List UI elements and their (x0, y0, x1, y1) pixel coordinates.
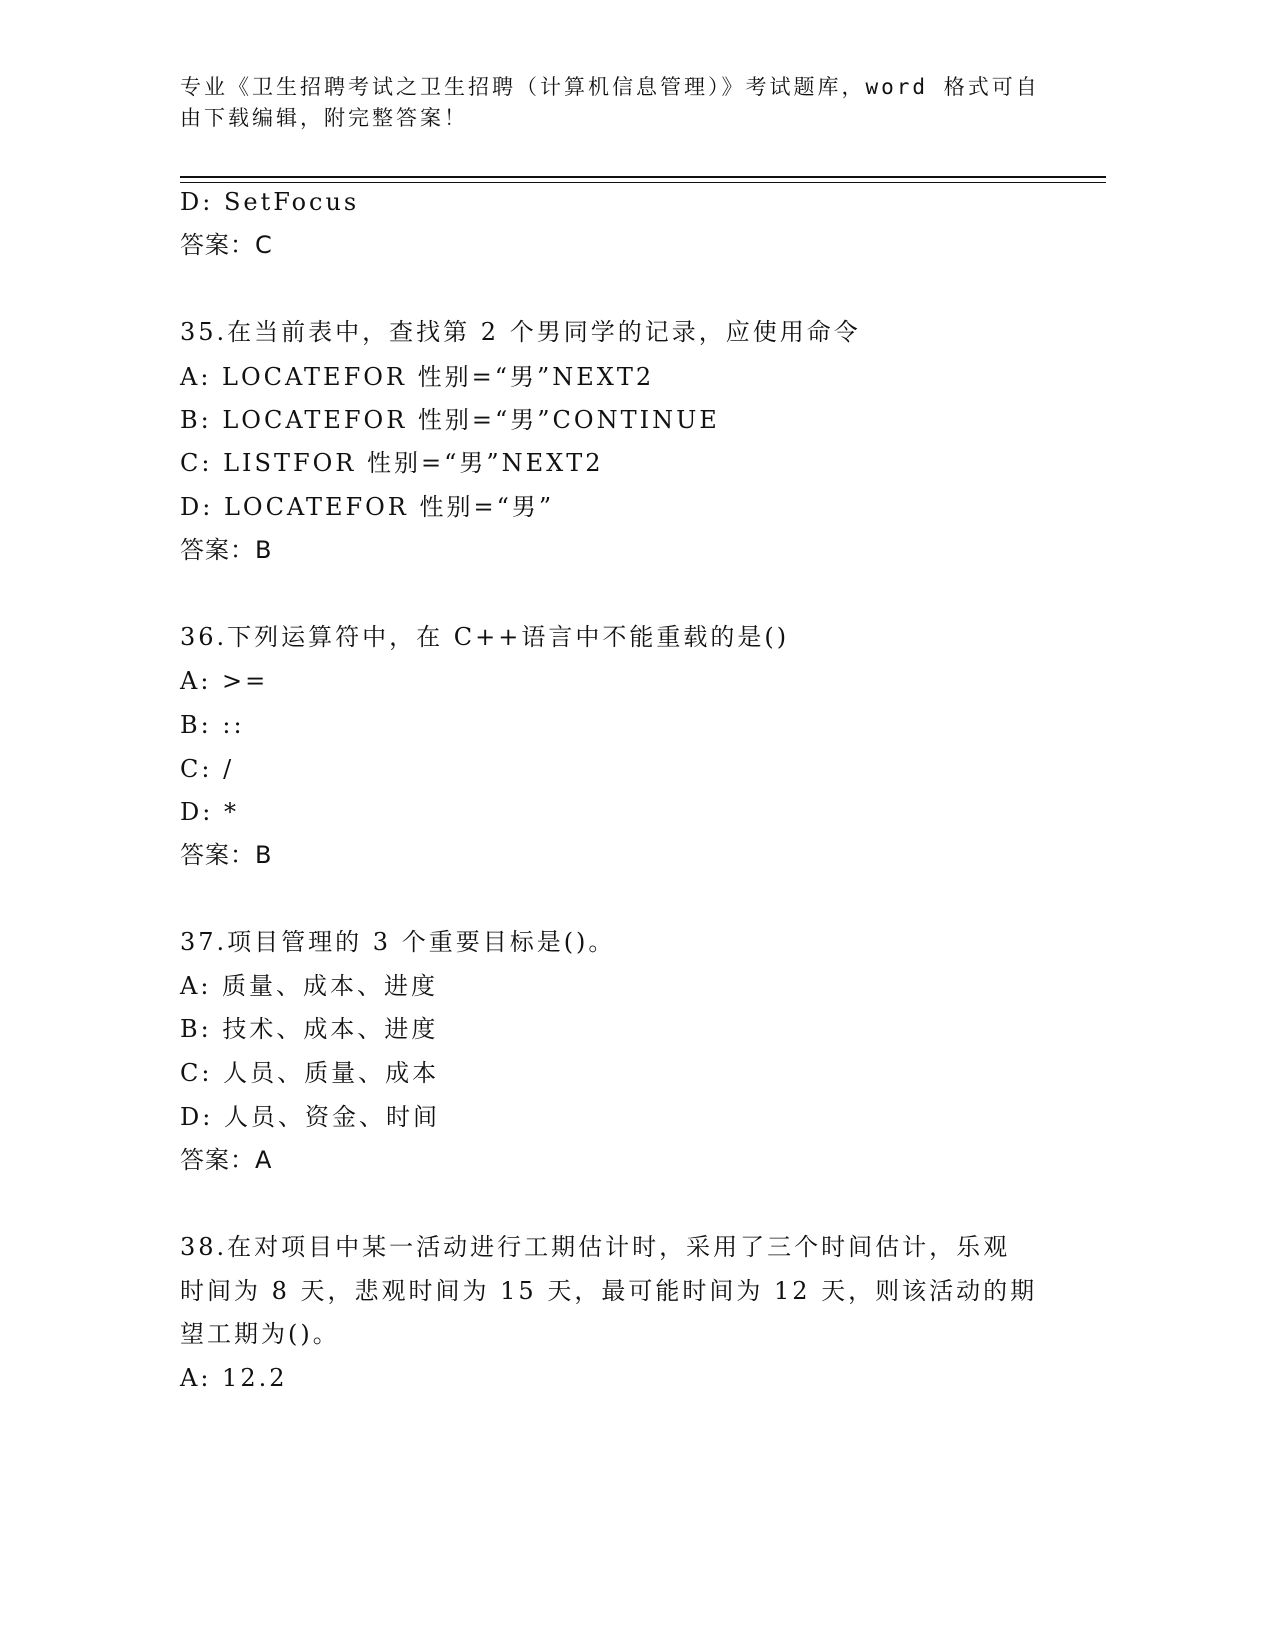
q35-stem: 35.在当前表中，查找第 2 个男同学的记录，应使用命令 (180, 318, 861, 346)
q35-option-b: B: LOCATEFOR 性别=“男”CONTINUE (180, 406, 720, 434)
header-divider-thin (180, 182, 1106, 183)
q38-stem-line-2: 时间为 8 天，悲观时间为 15 天，最可能时间为 12 天，则该活动的期 (180, 1277, 1038, 1305)
q36-option-b: B: :: (180, 711, 245, 739)
q36-option-a: A: >= (180, 667, 269, 695)
q38-stem-line-3: 望工期为()。 (180, 1320, 340, 1348)
q37-option-c: C: 人员、质量、成本 (180, 1059, 440, 1087)
q37-option-d: D: 人员、资金、时间 (180, 1103, 440, 1131)
prev-option-d: D: SetFocus (180, 188, 360, 216)
q35-option-c: C: LISTFOR 性别=“男”NEXT2 (180, 449, 604, 477)
q38-stem-line-1: 38.在对项目中某一活动进行工期估计时，采用了三个时间估计，乐观 (180, 1233, 1011, 1261)
q37-stem: 37.项目管理的 3 个重要目标是()。 (180, 928, 616, 956)
prev-answer: 答案：C (180, 231, 273, 259)
q35-option-d: D: LOCATEFOR 性别=“男” (180, 493, 555, 521)
document-header (180, 72, 1040, 134)
q37-option-b: B: 技术、成本、进度 (180, 1015, 439, 1043)
header-divider-thick (180, 176, 1106, 178)
q36-option-c: C: / (180, 755, 235, 783)
q36-answer: 答案：B (180, 841, 273, 869)
q37-answer: 答案：A (180, 1146, 273, 1174)
q35-answer: 答案：B (180, 536, 273, 564)
header-line-1: 专业《卫生招聘考试之卫生招聘（计算机信息管理）》考试题库，word 格式可自 (180, 75, 1040, 99)
q35-option-a: A: LOCATEFOR 性别=“男”NEXT2 (180, 363, 655, 391)
q36-stem: 36.下列运算符中，在 C++语言中不能重载的是() (180, 623, 790, 651)
header-line-2: 由下载编辑，附完整答案！ (180, 106, 468, 130)
q38-option-a: A: 12.2 (180, 1364, 288, 1392)
q36-option-d: D: * (180, 798, 239, 826)
q37-option-a: A: 质量、成本、进度 (180, 972, 439, 1000)
